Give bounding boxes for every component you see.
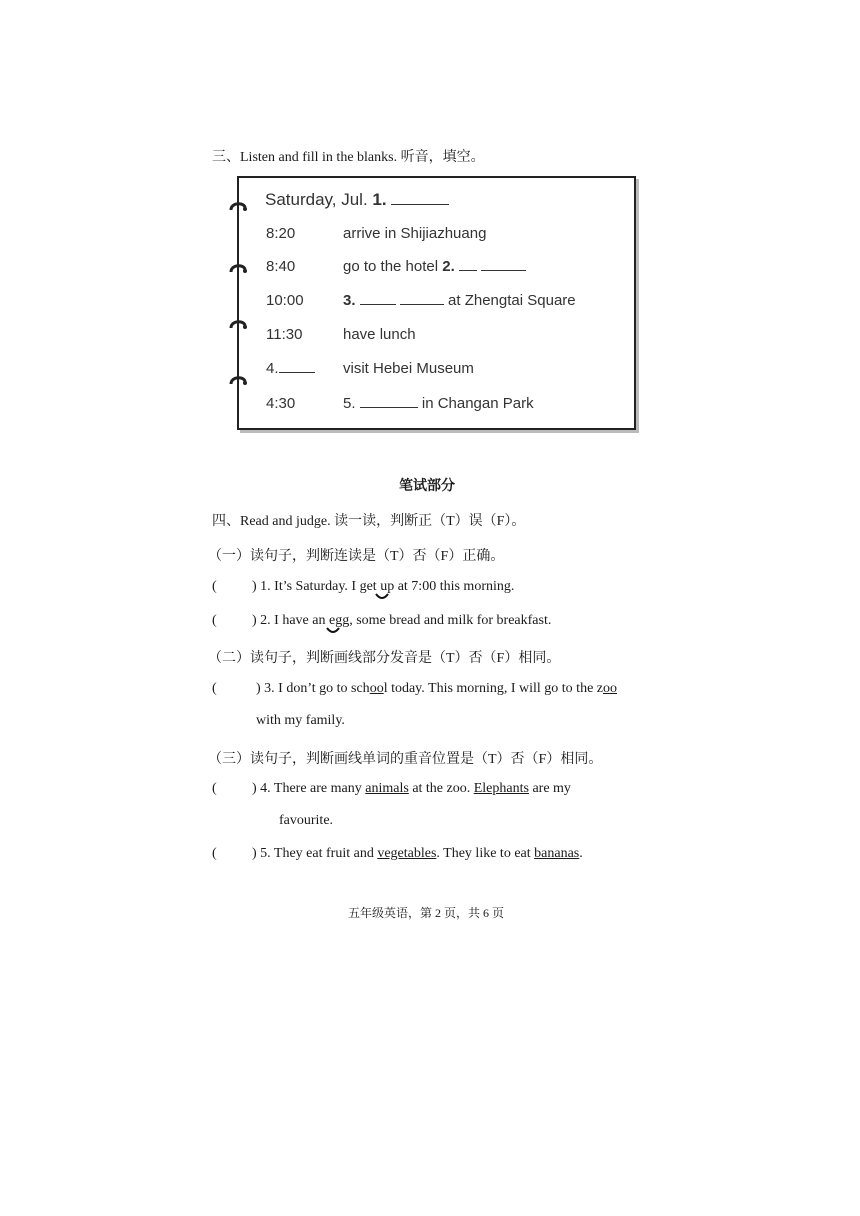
answer-paren-open: ( xyxy=(212,579,217,594)
question-2 xyxy=(252,613,551,629)
schedule-time: 8:40 xyxy=(266,258,296,275)
schedule-time: 11:30 xyxy=(266,326,303,343)
q1-liaison-phrase: get up xyxy=(359,579,395,594)
q4-underlined-word: Elephants xyxy=(473,781,529,796)
answer-blank xyxy=(360,395,418,408)
q4-text-c: at the zoo. xyxy=(408,781,474,796)
answer-paren-open: ( xyxy=(212,846,217,861)
notebook-title xyxy=(265,190,449,210)
question-3 xyxy=(256,681,617,697)
schedule-time: 4:30 xyxy=(266,395,296,412)
schedule-time: 8:20 xyxy=(266,225,296,242)
q1-text-a: 1. It’s Saturday. I xyxy=(260,579,360,594)
question-3-line-2: with my family. xyxy=(256,713,345,728)
q1-text-c: at 7:00 this morning. xyxy=(394,579,515,594)
blank-number: 1. xyxy=(372,190,387,209)
section-4-heading: 四、Read and judge. 读一读，判断正（T）误（F）。 xyxy=(212,514,526,529)
q5-underlined-word: bananas xyxy=(534,846,580,861)
activity-text: in Changan Park xyxy=(421,395,534,412)
q4-text-e: are my xyxy=(528,781,571,796)
schedule-activity xyxy=(343,395,534,412)
question-close-paren: ) xyxy=(252,579,257,594)
notebook-ring-icon xyxy=(229,262,249,276)
answer-blank xyxy=(391,192,449,205)
notebook-ring-icon xyxy=(229,318,249,332)
part-3-heading: （三）读句子，判断画线单词的重音位置是（T）否（F）相同。 xyxy=(208,752,603,767)
q5-text-e: . xyxy=(579,846,583,861)
blank-number: 2. xyxy=(442,258,455,275)
q2-text-c: , some bread and milk for breakfast. xyxy=(349,613,552,628)
q3-text-a: 3. I don’t go to sch xyxy=(264,681,370,696)
question-4-line-2: favourite. xyxy=(279,813,334,828)
q5-text-c: . They like to eat xyxy=(436,846,535,861)
liaison-mark-icon xyxy=(325,626,341,636)
schedule-activity: arrive in Shijiazhuang xyxy=(343,225,487,242)
q3-underlined-sound: oo xyxy=(603,681,617,696)
activity-text: go to the hotel xyxy=(343,258,443,275)
part-2-heading: （二）读句子，判断画线部分发音是（T）否（F）相同。 xyxy=(208,651,561,666)
liaison-mark-icon xyxy=(374,592,390,602)
q3-underlined-sound: oo xyxy=(369,681,384,696)
q4-text-a: 4. There are many xyxy=(260,781,366,796)
answer-paren-open: ( xyxy=(212,613,217,628)
schedule-activity: have lunch xyxy=(343,326,416,343)
q5-text-a: 5. They eat fruit and xyxy=(260,846,378,861)
answer-blank xyxy=(360,292,396,305)
page-footer: 五年级英语，第 2 页，共 6 页 xyxy=(348,906,505,920)
q4-underlined-word: animals xyxy=(365,781,409,796)
q3-text-c: l today. This morning, I will go to the z xyxy=(383,681,603,696)
question-5 xyxy=(252,846,583,862)
schedule-activity: visit Hebei Museum xyxy=(343,360,474,377)
notebook-ring-icon xyxy=(229,200,249,214)
answer-blank xyxy=(400,292,444,305)
answer-blank xyxy=(459,258,477,271)
activity-text: at Zhengtai Square xyxy=(448,292,576,309)
question-close-paren: ) xyxy=(256,681,261,696)
answer-blank xyxy=(279,360,315,373)
schedule-activity xyxy=(343,292,576,309)
blank-number: 4. xyxy=(266,360,279,377)
q5-underlined-word: vegetables xyxy=(377,846,437,861)
written-section-title: 笔试部分 xyxy=(399,479,455,494)
part-1-heading: （一）读句子，判断连读是（T）否（F）正确。 xyxy=(208,549,505,564)
blank-number: 3. xyxy=(343,292,356,309)
answer-blank xyxy=(481,258,526,271)
question-close-paren: ) xyxy=(252,613,257,628)
answer-paren-open: ( xyxy=(212,681,217,696)
answer-paren-open: ( xyxy=(212,781,217,796)
section-3-heading: 三、Listen and fill in the blanks. 听音，填空。 xyxy=(212,150,485,165)
question-close-paren: ) xyxy=(252,846,257,861)
q2-liaison-phrase: an egg xyxy=(312,613,350,628)
q2-text-a: 2. I have xyxy=(260,613,313,628)
notebook-title-text: Saturday, Jul. xyxy=(265,190,373,209)
schedule-time xyxy=(266,360,315,377)
schedule-activity xyxy=(343,258,526,275)
blank-number: 5. xyxy=(343,395,356,412)
question-close-paren: ) xyxy=(252,781,257,796)
notebook-ring-icon xyxy=(229,374,249,388)
schedule-time: 10:00 xyxy=(266,292,304,309)
question-4 xyxy=(252,781,571,797)
